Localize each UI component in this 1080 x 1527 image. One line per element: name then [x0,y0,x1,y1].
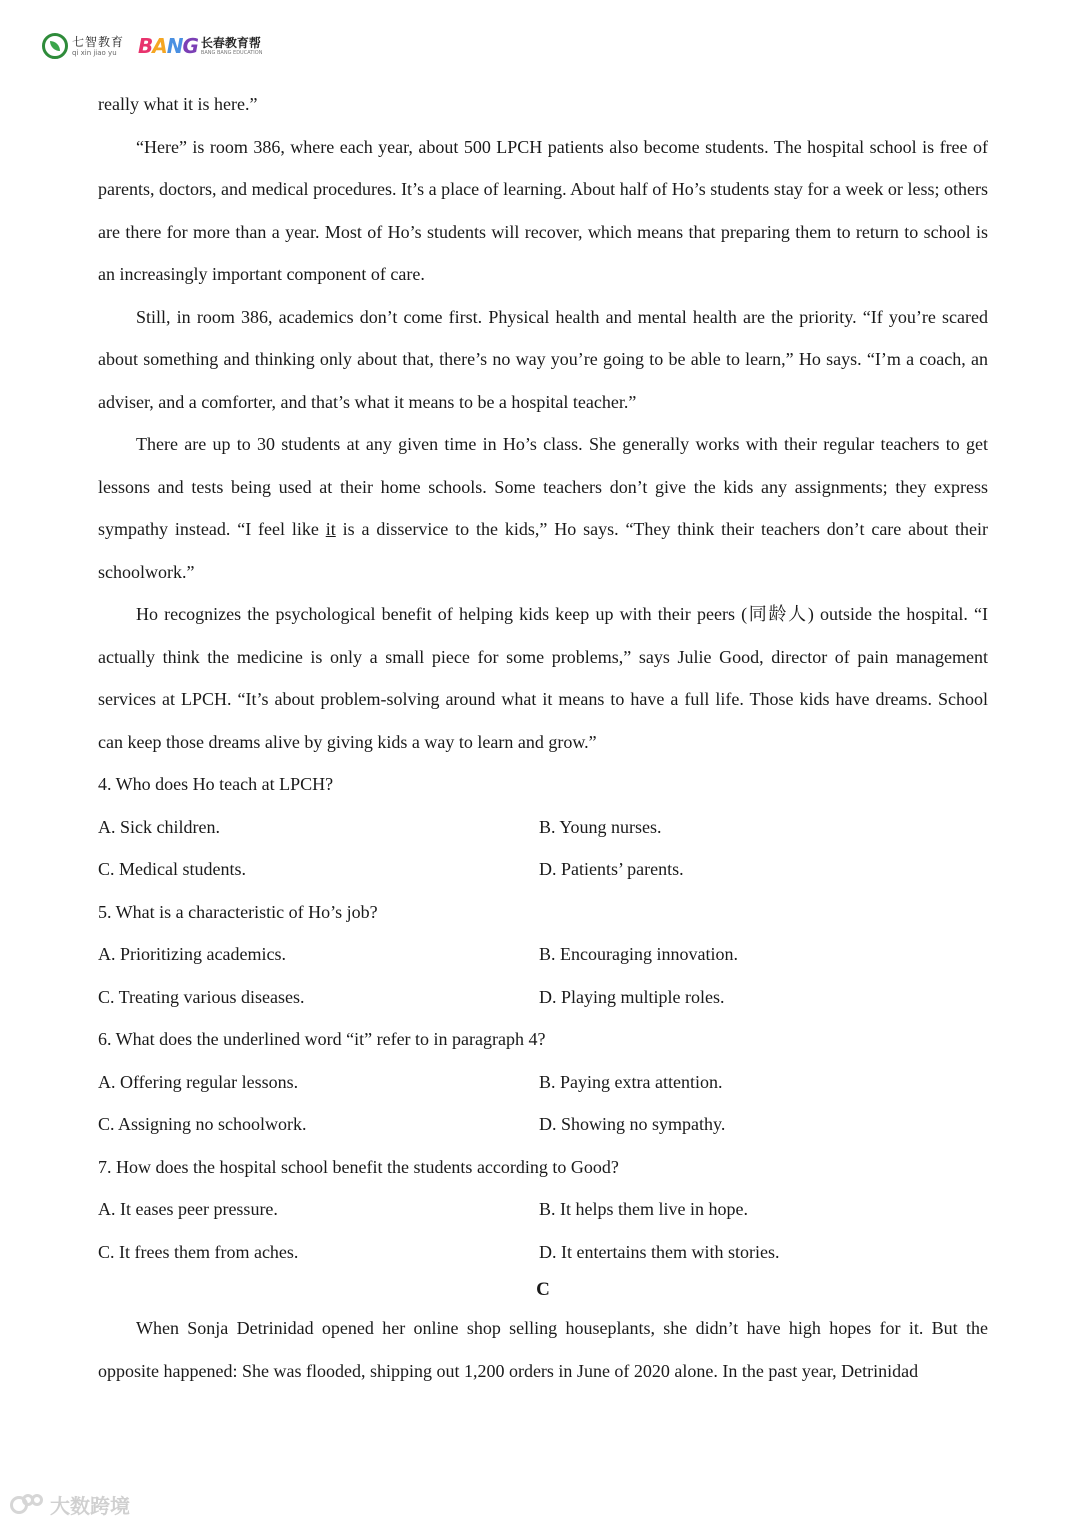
bang-logo-cn: 长春教育帮 [200,35,261,50]
section-c-title: C [536,1279,550,1300]
underlined-word-it: it [325,519,336,539]
passage-b-paragraph-3: There are up to 30 students at any given time in Ho’s class. She generally works with their regular teachers to get lessons and tests being used at their home schools. Some teachers don’t give the kids any assignments; they express sympathy instead. “I feel like it is a disservice to the kids,” Ho says. “They think their teachers don’t care about their schoolwork.” [98,434,988,582]
option-b: B. Encouraging innovation. [539,944,738,964]
option-d: D. Showing no sympathy. [539,1114,726,1134]
passage-b-paragraph-4: Ho recognizes the psychological benefit of helping kids keep up with their peers (同龄人) outside the hospital. “I actually think the medicine is only a small piece for some problems,” says Julie Good, director of pain management services at LPCH. “It’s about problem-solving around what it means to have a full life. Those kids have dreams. School can keep those dreams alive by giving kids a way to learn and grow.” [98,604,988,752]
passage-b-paragraph-1: “Here” is room 386, where each year, about 500 LPCH patients also become students. The hospital school is free of parents, doctors, and medical procedures. It’s a place of learning. About half of Ho’s students stay for a week or less; others are there for more than a year. Most of Ho’s students will recover, which means that preparing them to return to school is an increasingly important component of care. [98,136,988,284]
option-d: D. Playing multiple roles. [539,986,725,1007]
question-5 [98,891,988,1019]
option-c: C. Assigning no schoolwork. [98,1114,307,1134]
watermark-text: 大数跨境 [50,1494,130,1518]
option-a: A. Prioritizing academics. [98,944,286,964]
qixin-logo-en: qi xin jiao yu [72,48,117,57]
question-stem: 7. How does the hospital school benefit the students according to Good? [98,1156,619,1177]
question-stem: 5. What is a characteristic of Ho’s job? [98,901,378,922]
qixin-logo-text [72,36,124,57]
option-a: A. Sick children. [98,816,220,837]
question-stem: 4. Who does Ho teach at LPCH? [98,774,334,794]
option-d: D. Patients’ parents. [539,859,684,879]
option-a: A. Offering regular lessons. [98,1071,299,1092]
option-c: C. It frees them from aches. [98,1241,299,1262]
question-stem: 6. What does the underlined word “it” refer to in paragraph 4? [98,1029,546,1049]
option-c: C. Medical students. [98,859,246,879]
option-a: A. It eases peer pressure. [98,1199,278,1219]
option-d: D. It entertains them with stories. [539,1241,780,1262]
qixin-logo-cn: 七智教育 [72,34,125,49]
watermark-logo-icon [10,1494,44,1516]
question-6 [98,1018,988,1146]
option-b: B. Paying extra attention. [539,1071,723,1092]
bang-logo [138,34,262,58]
option-b: B. It helps them live in hope. [539,1199,748,1219]
page-header [42,30,262,62]
qixin-logo-icon [42,33,68,59]
bang-logo-en: BANG BANG EDUCATION [200,49,263,56]
option-c: C. Treating various diseases. [98,986,305,1007]
passage-b-paragraph-2: Still, in room 386, academics don’t come first. Physical health and mental health are the priority. “If you’re scared about something and thinking only about that, there’s no way you’re going to be able to learn,” Ho says. “I’m a coach, an adviser, and a comforter, and that’s what it means to be a hospital teacher.” [98,306,988,412]
passage-c-paragraph-1: When Sonja Detrinidad opened her online shop selling houseplants, she didn’t have high hopes for it. But the opposite happened: She was flooded, shipping out 1,200 orders in June of 2020 alone. In the past year, Detrinidad [98,1318,988,1381]
watermark [10,1490,130,1519]
question-4 [98,763,988,891]
passage-b-paragraph-0: really what it is here.” [98,94,258,114]
question-7 [98,1146,988,1274]
option-b: B. Young nurses. [539,816,662,837]
bang-logo-mark: BANG [138,34,198,58]
document-body [98,83,988,1392]
